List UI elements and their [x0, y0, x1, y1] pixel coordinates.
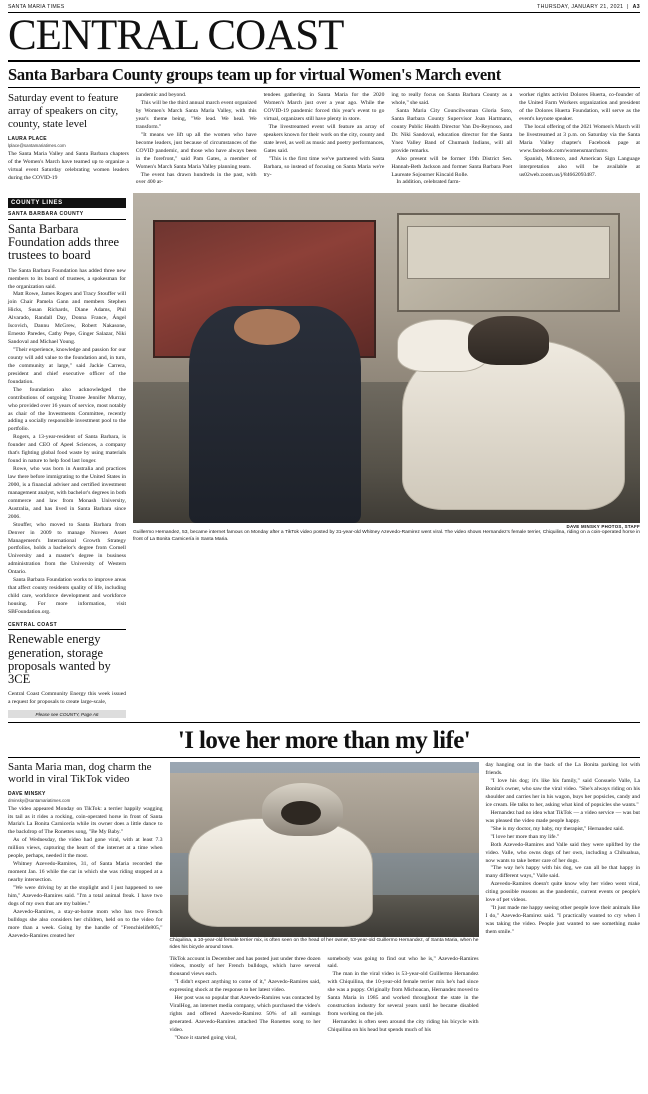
- feature-paragraph: Her post was so popular that Azevedo-Ramires was contacted by ViralHog, an internet media company, which purchased the video's rights and offered Azevedo-Ramirez 50% of all earnings generated. Azevedo-Ramires attached The Ronettes song to her video.: [169, 995, 321, 1033]
- renewable-headline: Renewable energy generation, storage proposals wanted by 3CE: [8, 632, 111, 687]
- lead-deck: Saturday event to feature array of speakers on city, county, state level: [8, 92, 119, 131]
- lead-paragraph: tendees gathering in Santa Maria for the 2020 Women's March just over a year ago. While the COVID-19 pandemic forced this year's event to go virtual, organizers still have plenty in store.: [263, 92, 385, 122]
- lead-byline: LAURA PLACE: [8, 136, 47, 143]
- main-photo-block: [133, 193, 640, 543]
- middle-section: [8, 193, 640, 718]
- feature-byline-email: dminsky@santamariatimes.com: [8, 797, 71, 803]
- feature-col-3: [328, 956, 479, 1043]
- county-lines-kicker: SANTA BARBARA COUNTY: [8, 211, 126, 220]
- feature-inner-columns: [170, 956, 479, 1043]
- county-paragraph: Rowe, who was born in Australia and practices law there before immigrating to the United States in 2000, is a financial adviser and certified investment management analyst, with bachelor's degrees in both commerce and law from Monash University, Australia, and has lived in Santa Barbara since 2006.: [8, 466, 126, 520]
- feature-paragraph: Hernandez is often seen around the city riding his bicycle with Chiquilina on his head but spends much of his: [327, 1019, 479, 1033]
- lead-col-4: [391, 92, 512, 187]
- feature-paragraph: Whitney Azevedo-Ramires, 31, of Santa Maria recorded the moment Jan. 16 while the car in which she was riding stopped at a nearby intersection.: [8, 861, 163, 884]
- feature-photo-illustration: [170, 762, 479, 937]
- county-paragraph: "Their experience, knowledge and passion for our county will add value to the foundation and, in turn, the community at large," said Jackie Carrera, president and chief executive officer of the foundation.: [8, 347, 126, 385]
- feature-col-2: [170, 956, 321, 1043]
- feature-subhead: Santa Maria man, dog charm the world in viral TikTok video: [8, 761, 152, 785]
- lead-paragraph: Santa Maria City Councilwoman Gloria Soto, Santa Barbara County Supervisor Joan Hartmann, county Public Health Director Van Do-Reynoso, and Dr. Niki Sandoval, education director for the Santa Ynez Valley Band of Chumash Indians, will all provide remarks.: [391, 108, 513, 154]
- feature-paragraph: "The way he's happy with his dog, we can all be that happy in many different ways," Valle said.: [485, 865, 640, 880]
- lead-paragraph: Spanish, Mixteco, and American Sign Language interpretation also will be available at us02web.zoom.us/j/84662093487.: [519, 155, 640, 178]
- feature-rule-top: [8, 722, 640, 723]
- county-lines-headline: Santa Barbara Foundation adds three trustees to board: [8, 221, 120, 263]
- feature-paragraph: "It just made me happy seeing other people love their animals like I do," Azevedo-Ramirez said. "I practically wanted to cry when I was taking the video. People just wanted to see something make them smile.": [485, 905, 640, 935]
- lead-col-2: [136, 92, 257, 187]
- county-paragraph: Stouffer, who moved to Santa Barbara from Denver in 2009 to manage Nuveen Asset Management's International Growth Strategy portfolios, holds a bachelor's degree from Cornell University and a master's degree in business administration from the University of Western Ontario.: [8, 521, 126, 576]
- photo-illustration: [133, 193, 640, 523]
- feature-paragraph: Both Azevedo-Ramires and Valle said they were uplifted by the video. Valle, who owns dogs of her own, including a Chihuahua, now wants to take better care of her dogs.: [485, 841, 640, 864]
- feature-paragraph: Azevedo-Ramires, a stay-at-home mom who has two French bulldogs she also considers her children, held on to the video for more than a week. Going by the handle of "Frenchielife805," Azevedo-Ramires created her: [8, 908, 163, 939]
- lead-paragraph: worker rights activist Dolores Huerta, co-founder of the United Farm Workers organization and president of the Dolores Huerta Foundation, will serve as the event's keynote speaker.: [519, 92, 640, 122]
- lead-paragraph: The local offering of the 2021 Women's March will be livestreamed at 3 p.m. on Saturday via the Santa Maria Valley chapter's Facebook page at www.facebook.com/womensmarchsmv.: [519, 123, 640, 154]
- feature-columns: [8, 762, 640, 1043]
- lead-paragraph: ing to really focus on Santa Barbara County as a whole," she said.: [391, 92, 513, 107]
- county-lines-bar: COUNTY LINES: [8, 198, 126, 208]
- county-paragraph: The Santa Barbara Foundation has added three new members to its board of trustees, a spokesman for the organization said.: [8, 267, 126, 290]
- feature-photo-block: [170, 762, 479, 1043]
- lead-paragraph: Also present will be former 19th District Sen. Hannah-Beth Jackson and former Santa Barbara Poet Laureate Sojourner Kincaid Rolle.: [391, 155, 513, 178]
- lead-paragraph: This will be the third annual march event organized by Women's March Santa Maria Valley, with this year's theme being, "We lead. We heal. We transform.": [135, 100, 257, 130]
- main-photo: [133, 193, 640, 523]
- masthead-date-page: THURSDAY, JANUARY 21, 2021 | A3: [537, 4, 640, 10]
- county-paragraph: Matt Rowe, James Rogers and Tracy Stouffer will join Chair Pamela Gann and members Stephen Hicks, Susan Richards, Diane Adams, Phil Alvarado, Randall Day, Donna France, Ángel Iscovich, Dannu McGrew, Robert Nakasone, Ernesto Paredes, Cathy Pepe, Ginger Salazar, Niki Sandoval and Michael Young.: [8, 291, 126, 346]
- lead-col-1: [8, 92, 129, 187]
- section-title: CENTRAL COAST: [8, 12, 344, 59]
- masthead-paper: SANTA MARIA TIMES: [8, 4, 65, 10]
- feature-photo: [170, 762, 479, 937]
- lead-paragraph: The livestreamed event will feature an array of speakers known for their work on the city, county and state level, as well as music and poetry performances, Gates said.: [263, 123, 385, 154]
- feature-byline: DAVE MINSKY: [8, 790, 46, 797]
- county-paragraph: The foundation also acknowledged the contributions of outgoing Trustee Jennifer Murray, who provided over 16 years of service, most notably as chair of the Investments Committee, recently adding a socially responsible investment pool to the portfolio.: [8, 386, 126, 433]
- lead-col-5: [519, 92, 640, 187]
- renewable-kicker: CENTRAL COAST: [8, 622, 126, 631]
- feature-paragraph: somebody was going to find out who he is," Azevedo-Ramires said.: [327, 955, 479, 970]
- lead-paragraph: "It means we lift up all the women who have become leaders, just because of circumstances of the COVID pandemic, and those who have always been in the forefront," said Pam Gates, a member of Women's March Santa Maria Valley planning team.: [135, 131, 257, 170]
- county-paragraph: Rogers, a 13-year-resident of Santa Barbara, is founder and CEO of Apeel Sciences, a company that's fighting global food waste by using materials found in nature to help food last longer.: [8, 434, 126, 465]
- feature-paragraph: "I didn't expect anything to come of it," Azevedo-Ramires said, expressing shock at the response to her latest video.: [169, 979, 321, 994]
- feature-photo-caption: Chiquilina, a 10-year-old female terrier mix, is often seen on the head of her owner, 53-year-old Guillermo Hernandez, of Santa Maria, when he rides his bicycle around town.: [169, 938, 479, 950]
- lead-story-columns: [8, 92, 640, 187]
- lead-paragraph: The event has drawn hundreds in the past, with over 400 at-: [135, 171, 257, 186]
- lead-byline-email: lplace@santamariatimes.com: [8, 143, 66, 149]
- feature-paragraph: The man in the viral video is 53-year-old Guillermo Hernandez with Chiquilina, the 10-year-old female terrier mix he's had since she was a puppy. Originally from Michoacan, Hernandez moved to Santa Maria in 1985 and worked throughout the state in the construction industry for several years until he became disabled from working on the job.: [327, 971, 479, 1018]
- county-lines-column: [8, 193, 126, 718]
- county-paragraph: Santa Barbara Foundation works to improve areas that affect county residents quality of life, including child care, workforce development and workforce housing. For more information, visit SBFoundation.org.: [8, 577, 126, 615]
- section-rule: [8, 60, 640, 62]
- lead-paragraph: pandemic and beyond.: [135, 92, 187, 99]
- photo-credit: DAVE MINSKY PHOTOS, STAFF: [566, 524, 640, 530]
- feature-paragraph: "Once it started going viral,: [174, 1034, 237, 1041]
- feature-col-4: [486, 762, 641, 1043]
- feature-paragraph: "She is my doctor, my baby, my therapist," Hernandez said.: [490, 825, 624, 832]
- feature-paragraph: Hernandez had no idea what TikTok — a video service — was but was pleased the video made people happy.: [485, 809, 640, 824]
- lead-paragraph: In addition, celebrated farm-: [396, 179, 461, 186]
- lead-paragraph: The Santa Maria Valley and Santa Barbara chapters of the Women's March have teamed up to organize a virtual event Saturday celebrating women leaders during the COVID-19: [8, 151, 129, 181]
- feature-paragraph: As of Wednesday, the video had gone viral, with at least 7.3 million views, capturing the heart of the internet at a time when people, perhaps, needed it the most.: [8, 837, 163, 860]
- feature-paragraph: Azevedo-Ramires doesn't quite know why her video went viral, citing possible reasons as the pandemic, current events or people's love of pet videos.: [485, 881, 640, 904]
- feature-headline: 'I love her more than my life': [177, 727, 471, 755]
- feature-paragraph: TikTok account in December and has posted just under three dozen videos, mostly of her French bulldogs, which have several thousand views each.: [169, 955, 321, 978]
- feature-paragraph: "We were driving by at the stoplight and I just happened to see him," Azevedo-Ramires said. "I'm a total animal freak. I have two dogs of my own that are my babies.": [8, 884, 163, 907]
- feature-paragraph: day hanging out in the back of the La Bonita parking lot with friends.: [485, 762, 640, 777]
- feature-paragraph: "I love his dog; it's like his family," said Consuelo Valle, La Bonita's owner, who saw the viral video. "She's always riding on his shoulder and carries her in his wagon, buys her popsicles, candy and ice cream. He talks to her, asking what kind of popsicles she wants.": [485, 778, 640, 808]
- renewable-paragraph: Central Coast Community Energy this week issued a request for proposals to create large-scale,: [8, 691, 126, 706]
- jump-line: Please see COUNTY, Page A6: [8, 710, 126, 718]
- feature-col-1: [8, 762, 163, 1043]
- feature-rule-bottom: [8, 757, 640, 758]
- lead-paragraph: "This is the first time we've partnered with Santa Barbara, so instead of focusing on Santa Maria we're try-: [263, 155, 385, 178]
- feature-paragraph: "I love her more than my life.": [490, 833, 560, 840]
- lead-headline: Santa Barbara County groups team up for virtual Women's March event: [8, 64, 501, 84]
- photo-caption: Guillermo Hernandez, 53, became internet famous on Monday after a TikTok video posted by 31-year-old Whitney Azevedo-Ramirez went viral. The video shows Hernandez's female terrier, Chiquilina, riding on a coin-operated horse in front of La Bonita Carnicería in Santa Maria.: [133, 530, 640, 543]
- headline-rule: [8, 87, 640, 88]
- feature-paragraph: The video appeared Monday on TikTok: a terrier happily wagging its tail as it rides a rocking, coin-operated horse in front of Santa Maria's La Bonita Carnicería while its owner does a little dance to the backdrop of The Ronettes song, "Be My Baby.": [8, 805, 163, 836]
- lead-col-3: [264, 92, 385, 187]
